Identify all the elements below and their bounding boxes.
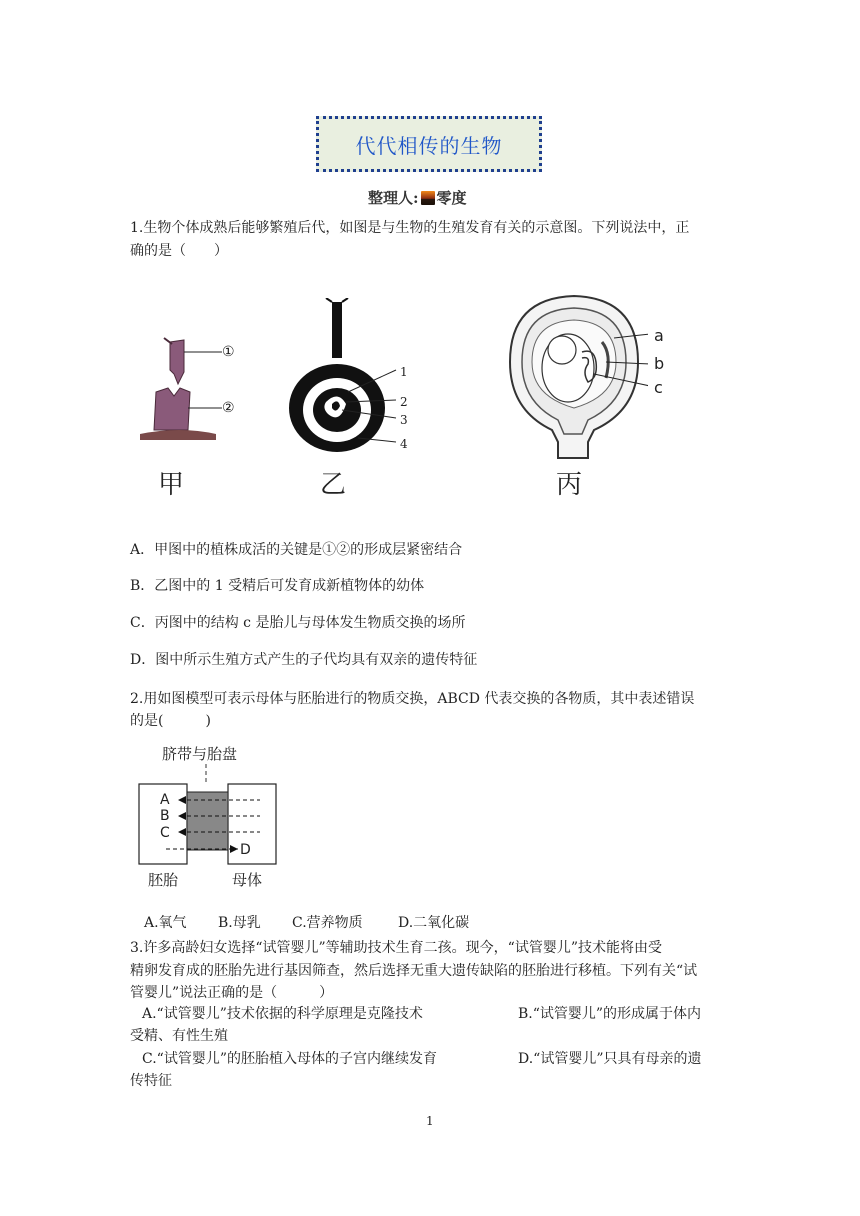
diagram-top-label: 脐带与胎盘	[162, 745, 238, 763]
figure-label-bing: 丙	[556, 470, 583, 500]
bing-marker-a: a	[654, 326, 664, 345]
yi-marker-4: 4	[400, 437, 408, 451]
jia-marker-2: ②	[222, 400, 235, 416]
q3-stem-line1: 3.许多高龄妇女选择“试管婴儿”等辅助技术生育二孩。现今，“试管婴儿”技术能将由受	[130, 940, 662, 956]
q3-option-c-line1: C.“试管婴儿”的胚胎植入母体的子宫内继续发育	[142, 1051, 437, 1067]
diagram-letter-b: B	[160, 808, 170, 824]
q3-stem-line2: 精卵发育成的胚胎先进行基因筛查，然后选择无重大遗传缺陷的胚胎进行移植。下列有关“试	[130, 963, 698, 979]
q2-stem-line2: 的是( )	[130, 713, 211, 729]
q1-option-c: C．丙图中的结构 c 是胎儿与母体发生物质交换的场所	[130, 615, 466, 631]
title-box	[316, 116, 542, 172]
figure-bing-uterus	[498, 292, 648, 460]
diagram-right-label: 母体	[232, 871, 263, 889]
page-number: 1	[426, 1114, 434, 1128]
diagram-letter-c: C	[160, 825, 170, 841]
diagram-left-label: 胚胎	[148, 871, 179, 889]
q3-option-a-line2: 受精、有性生殖	[130, 1028, 228, 1044]
q1-option-a: A．甲图中的植株成活的关键是①②的形成层紧密结合	[130, 542, 463, 558]
yi-marker-2: 2	[400, 395, 408, 409]
q2-option-a: A.氧气	[144, 915, 187, 931]
q2-option-c: C.营养物质	[292, 915, 363, 931]
figure-label-yi: 乙	[320, 470, 347, 500]
exchange-diagram	[138, 764, 278, 868]
q1-stem-line1: 1.生物个体成熟后能够繁殖后代，如图是与生物的生殖发育有关的示意图。下列说法中，正	[130, 220, 690, 236]
q3-stem-line3: 管婴儿”说法正确的是（ ）	[130, 985, 334, 1001]
yi-marker-1: 1	[400, 365, 408, 379]
bing-marker-b: b	[654, 354, 665, 373]
q1-option-b: B．乙图中的 1 受精后可发育成新植物体的幼体	[130, 578, 425, 594]
diagram-letter-a: A	[160, 792, 170, 808]
q3-option-d-line1: D.“试管婴儿”只具有母亲的遗	[518, 1051, 702, 1067]
q2-option-d: D.二氧化碳	[398, 915, 470, 931]
q2-option-b: B.母乳	[218, 915, 261, 931]
sunset-icon	[421, 191, 435, 205]
yi-marker-3: 3	[400, 413, 408, 427]
q3-option-a-line1: A.“试管婴儿”技术依据的科学原理是克隆技术	[142, 1006, 423, 1022]
author-prefix: 整理人:	[368, 189, 419, 207]
q1-stem-line2: 确的是（ ）	[130, 243, 228, 259]
author-name: 零度	[436, 189, 467, 207]
q1-option-d: D．图中所示生殖方式产生的子代均具有双亲的遗传特征	[130, 652, 478, 668]
q3-option-c-line2: 传特征	[130, 1073, 172, 1089]
q3-option-b-line1: B.“试管婴儿”的形成属于体内	[518, 1006, 702, 1022]
bing-marker-c: c	[654, 378, 663, 397]
page-title: 代代相传的生物	[355, 133, 503, 158]
figure-label-jia: 甲	[158, 470, 185, 500]
author-line	[368, 187, 467, 208]
q2-stem-line1: 2.用如图模型可表示母体与胚胎进行的物质交换，ABCD 代表交换的各物质，其中表述错误	[130, 691, 695, 707]
jia-marker-1: ①	[222, 344, 235, 360]
figure-yi-ovule	[286, 298, 416, 458]
diagram-letter-d: D	[240, 842, 251, 858]
